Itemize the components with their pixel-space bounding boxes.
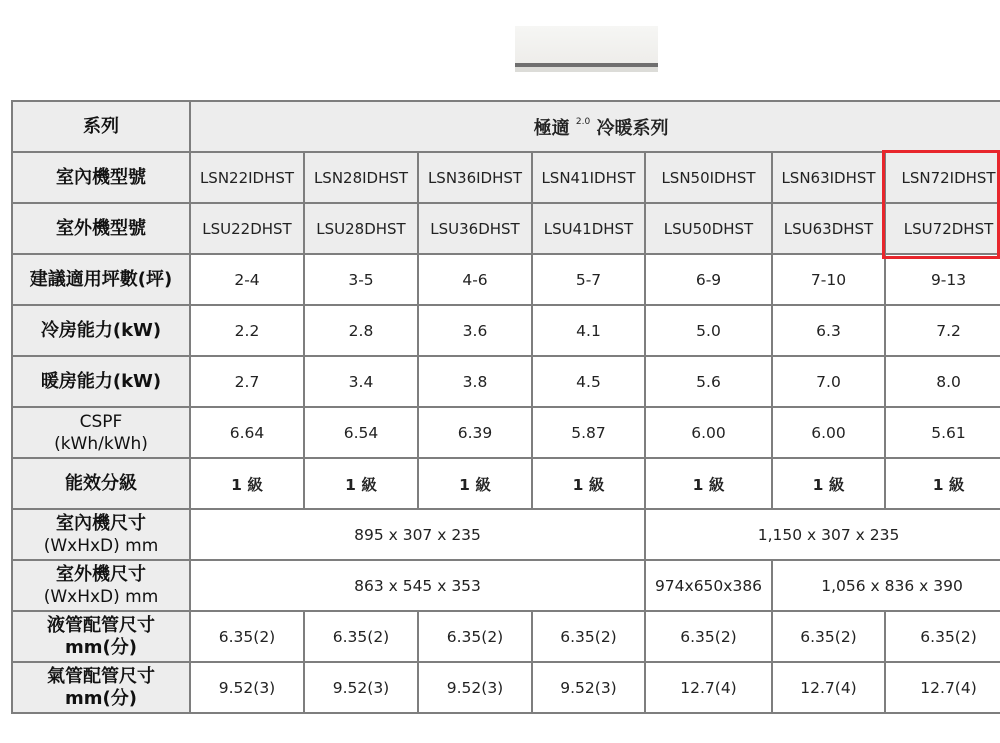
area-cell: 2-4 [190, 254, 304, 305]
cooling-cell: 3.6 [418, 305, 532, 356]
indoor-model-cell: LSN36IDHST [418, 152, 532, 203]
series-suffix: 冷暖系列 [596, 117, 669, 139]
row-label-line2: mm(分) [65, 687, 137, 709]
efficiency-cell: 1 級 [532, 458, 645, 509]
indoor-model-cell: LSN63IDHST [772, 152, 885, 203]
indoor-model-cell: LSN41IDHST [532, 152, 645, 203]
row-label: 暖房能力(kW) [12, 356, 190, 407]
series-label: 系列 [12, 101, 190, 152]
heating-cell: 4.5 [532, 356, 645, 407]
gas-pipe-cell: 9.52(3) [532, 662, 645, 713]
area-cell: 3-5 [304, 254, 418, 305]
cspf-cell: 6.39 [418, 407, 532, 458]
row-label: 冷房能力(kW) [12, 305, 190, 356]
outdoor-size-cell: 863 x 545 x 353 [190, 560, 645, 611]
row-label: 室外機型號 [12, 203, 190, 254]
cspf-cell: 6.54 [304, 407, 418, 458]
row-label-line2: (WxHxD) mm [43, 535, 159, 556]
cspf-cell: 5.61 [885, 407, 1000, 458]
cooling-cell: 6.3 [772, 305, 885, 356]
efficiency-cell: 1 級 [418, 458, 532, 509]
cspf-cell: 5.87 [532, 407, 645, 458]
liquid-pipe-cell: 6.35(2) [885, 611, 1000, 662]
heating-row [12, 356, 1000, 407]
row-label-line1: CSPF [79, 411, 123, 432]
row-label [12, 407, 190, 458]
gas-pipe-cell: 12.7(4) [645, 662, 772, 713]
series-title [190, 101, 1000, 152]
indoor-model-cell: LSN28IDHST [304, 152, 418, 203]
cspf-cell: 6.00 [645, 407, 772, 458]
liquid-pipe-cell: 6.35(2) [532, 611, 645, 662]
air-conditioner-product-image [515, 26, 658, 72]
series-version: 2.0 [575, 116, 591, 127]
heating-cell: 3.4 [304, 356, 418, 407]
cooling-cell: 2.8 [304, 305, 418, 356]
area-row [12, 254, 1000, 305]
row-label-line1: 液管配管尺寸 [47, 614, 155, 636]
row-label-line2: (kWh/kWh) [54, 433, 148, 454]
area-cell: 5-7 [532, 254, 645, 305]
gas-pipe-row [12, 662, 1000, 713]
outdoor-model-cell: LSU50DHST [645, 203, 772, 254]
indoor-model-cell: LSN22IDHST [190, 152, 304, 203]
row-label: 建議適用坪數(坪) [12, 254, 190, 305]
indoor-model-row [12, 152, 1000, 203]
row-label-line2: mm(分) [65, 636, 137, 658]
cooling-row [12, 305, 1000, 356]
heating-cell: 5.6 [645, 356, 772, 407]
row-label-line1: 氣管配管尺寸 [47, 665, 155, 687]
row-label: 室內機型號 [12, 152, 190, 203]
heating-cell: 7.0 [772, 356, 885, 407]
cooling-cell: 2.2 [190, 305, 304, 356]
area-cell: 7-10 [772, 254, 885, 305]
indoor-size-cell: 1,150 x 307 x 235 [645, 509, 1000, 560]
outdoor-model-row [12, 203, 1000, 254]
gas-pipe-cell: 12.7(4) [772, 662, 885, 713]
liquid-pipe-cell: 6.35(2) [190, 611, 304, 662]
row-label-line1: 室內機尺寸 [56, 512, 146, 534]
indoor-size-cell: 895 x 307 x 235 [190, 509, 645, 560]
efficiency-row [12, 458, 1000, 509]
outdoor-model-cell: LSU28DHST [304, 203, 418, 254]
area-cell: 6-9 [645, 254, 772, 305]
efficiency-cell: 1 級 [304, 458, 418, 509]
liquid-pipe-cell: 6.35(2) [772, 611, 885, 662]
cooling-cell: 7.2 [885, 305, 1000, 356]
cspf-cell: 6.00 [772, 407, 885, 458]
row-label [12, 662, 190, 713]
air-outlet-lip [515, 67, 658, 72]
cooling-cell: 5.0 [645, 305, 772, 356]
gas-pipe-cell: 9.52(3) [418, 662, 532, 713]
row-label [12, 560, 190, 611]
efficiency-cell: 1 級 [645, 458, 772, 509]
row-label-line1: 室外機尺寸 [56, 563, 146, 585]
outdoor-model-cell: LSU72DHST [885, 203, 1000, 254]
indoor-size-row [12, 509, 1000, 560]
heating-cell: 8.0 [885, 356, 1000, 407]
series-row [12, 101, 1000, 152]
cspf-cell: 6.64 [190, 407, 304, 458]
area-cell: 9-13 [885, 254, 1000, 305]
liquid-pipe-cell: 6.35(2) [645, 611, 772, 662]
heating-cell: 2.7 [190, 356, 304, 407]
outdoor-size-cell: 1,056 x 836 x 390 [772, 560, 1000, 611]
gas-pipe-cell: 9.52(3) [190, 662, 304, 713]
indoor-model-cell: LSN72IDHST [885, 152, 1000, 203]
liquid-pipe-cell: 6.35(2) [304, 611, 418, 662]
outdoor-size-row [12, 560, 1000, 611]
efficiency-cell: 1 級 [772, 458, 885, 509]
heating-cell: 3.8 [418, 356, 532, 407]
gas-pipe-cell: 12.7(4) [885, 662, 1000, 713]
series-prefix: 極適 [533, 117, 570, 139]
row-label [12, 611, 190, 662]
row-label: 能效分級 [12, 458, 190, 509]
outdoor-model-cell: LSU22DHST [190, 203, 304, 254]
outdoor-model-cell: LSU63DHST [772, 203, 885, 254]
cooling-cell: 4.1 [532, 305, 645, 356]
outdoor-size-cell: 974x650x386 [645, 560, 772, 611]
outdoor-model-cell: LSU41DHST [532, 203, 645, 254]
outdoor-model-cell: LSU36DHST [418, 203, 532, 254]
gas-pipe-cell: 9.52(3) [304, 662, 418, 713]
efficiency-cell: 1 級 [190, 458, 304, 509]
liquid-pipe-cell: 6.35(2) [418, 611, 532, 662]
liquid-pipe-row [12, 611, 1000, 662]
indoor-model-cell: LSN50IDHST [645, 152, 772, 203]
row-label [12, 509, 190, 560]
efficiency-cell: 1 級 [885, 458, 1000, 509]
area-cell: 4-6 [418, 254, 532, 305]
spec-table [11, 100, 1000, 714]
row-label-line2: (WxHxD) mm [43, 586, 159, 607]
cspf-row [12, 407, 1000, 458]
